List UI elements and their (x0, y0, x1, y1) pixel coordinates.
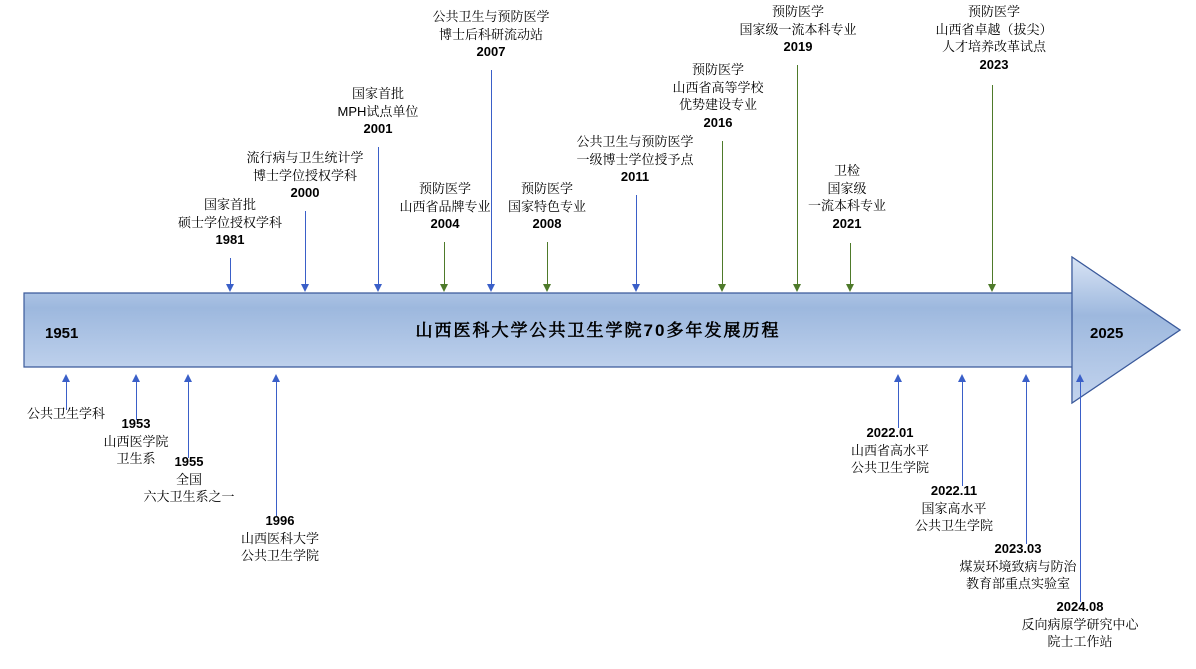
event-label-below-1953: 1953 山西医学院 卫生系 (103, 416, 169, 467)
band-start-year: 1951 (45, 325, 79, 342)
event-label-2023: 预防医学 山西省卓越（拔尖） 人才培养改革试点 2023 (935, 4, 1053, 72)
connector-arrow-below-2023-03 (1022, 374, 1030, 382)
connector-arrow-below-1 (62, 374, 70, 382)
event-label-below-2024-08: 2024.08 反向病原学研究中心 院士工作站 (1021, 599, 1139, 650)
connector-2016 (722, 141, 723, 286)
connector-arrow-2000 (301, 284, 309, 292)
connector-arrow-below-1955 (184, 374, 192, 382)
event-label-2019: 预防医学 国家级一流本科专业 2019 (739, 4, 857, 55)
connector-below-2022-01 (898, 382, 899, 428)
event-label-2008: 预防医学 国家特色专业 2008 (507, 181, 586, 232)
connector-arrow-2016 (718, 284, 726, 292)
event-label-below-1: 公共卫生学科 (26, 406, 105, 421)
event-label-2000: 流行病与卫生统计学 博士学位授权学科 2000 (246, 150, 364, 201)
event-label-2016: 预防医学 山西省高等学校 优势建设专业 2016 (672, 62, 764, 130)
connector-arrow-below-1953 (132, 374, 140, 382)
connector-arrow-below-2022-01 (894, 374, 902, 382)
connector-2007 (491, 70, 492, 286)
connector-arrow-2001 (374, 284, 382, 292)
connector-below-2024-08 (1080, 382, 1081, 602)
connector-2021 (850, 243, 851, 286)
event-label-below-1996: 1996 山西医科大学 公共卫生学院 (240, 513, 319, 564)
event-label-2001: 国家首批 MPH试点单位 2001 (337, 86, 419, 137)
connector-2004 (444, 242, 445, 286)
event-label-2007: 公共卫生与预防医学 博士后科研流动站 2007 (432, 9, 550, 60)
connector-arrow-below-2022-11 (958, 374, 966, 382)
event-label-2021: 卫检 国家级 一流本科专业 2021 (807, 163, 886, 231)
connector-arrow-below-1996 (272, 374, 280, 382)
connector-1981 (230, 258, 231, 286)
connector-below-2022-11 (962, 382, 963, 486)
connector-2008 (547, 242, 548, 286)
band-title: 山西医科大学公共卫生学院70多年发展历程 (415, 321, 781, 340)
connector-arrow-2011 (632, 284, 640, 292)
connector-arrow-2019 (793, 284, 801, 292)
connector-below-1996 (276, 382, 277, 516)
connector-arrow-1981 (226, 284, 234, 292)
connector-below-2023-03 (1026, 382, 1027, 544)
event-label-below-2023-03: 2023.03 煤炭环境致病与防治 教育部重点实验室 (959, 541, 1077, 592)
connector-2000 (305, 211, 306, 286)
connector-arrow-2004 (440, 284, 448, 292)
connector-2011 (636, 195, 637, 286)
band-end-year: 2025 (1090, 325, 1124, 342)
connector-arrow-2007 (487, 284, 495, 292)
event-label-below-1955: 1955 全国 六大卫生系之一 (143, 454, 235, 505)
event-label-2011: 公共卫生与预防医学 一级博士学位授予点 2011 (576, 134, 694, 185)
connector-arrow-2021 (846, 284, 854, 292)
connector-2023 (992, 85, 993, 286)
event-label-below-2022-11: 2022.11 国家高水平 公共卫生学院 (914, 483, 993, 534)
connector-arrow-2008 (543, 284, 551, 292)
connector-arrow-below-2024-08 (1076, 374, 1084, 382)
event-label-2004: 预防医学 山西省品牌专业 2004 (399, 181, 491, 232)
connector-arrow-2023 (988, 284, 996, 292)
event-label-below-2022-01: 2022.01 山西省高水平 公共卫生学院 (850, 425, 929, 476)
connector-below-1955 (188, 382, 189, 458)
event-label-1981: 国家首批 硕士学位授权学科 1981 (177, 197, 282, 248)
